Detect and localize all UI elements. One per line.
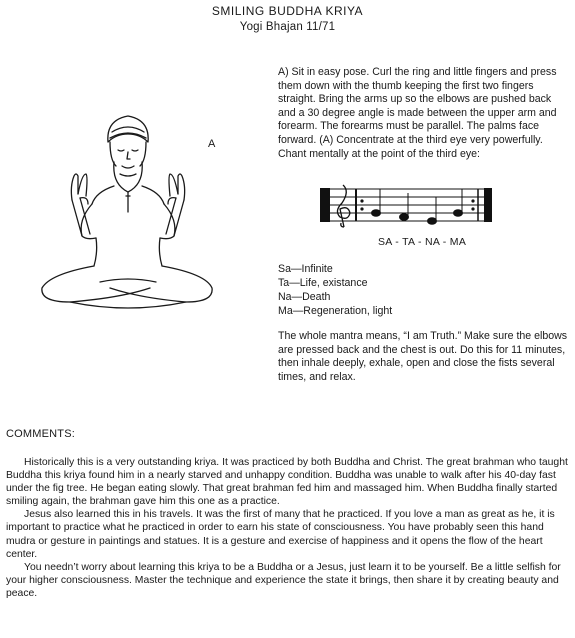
comment-paragraph: Historically this is a very outstanding kriya. It was practiced by both Buddha and Christ. The great brahman who taught Buddha this kriya found him in a nearly starved and unhappy condition. Buddha was unable to walk after his 40-day fast under the fig tree. He began eating slowly. That great brahman fed him and massaged him. When Buddha finally started smiling again, the brahman gave him this one as a practice. bbox=[6, 457, 568, 508]
comments-body bbox=[6, 456, 568, 600]
music-staff-illustration bbox=[318, 183, 494, 233]
meaning-na: Na—Death bbox=[278, 291, 331, 303]
instructions-paragraph: A) Sit in easy pose. Curl the ring and little fingers and press them down with the thumb keeping the first two fingers straight. Bring the arms up so the elbows are pushed back and a 30 degree angle is made between the upper arm and forearm. The forearms must be parallel. The palms face forward. (A) Concentrate at the third eye very powerfully. Chant mentally at the point of the third eye: bbox=[278, 66, 557, 160]
meditating-figure-illustration bbox=[30, 112, 220, 317]
mantra-syllables: SA - TA - NA - MA bbox=[378, 236, 467, 248]
page-title: SMILING BUDDHA KRIYA bbox=[211, 4, 364, 18]
figure-label: A bbox=[208, 138, 216, 150]
mantra-meanings-list bbox=[278, 262, 392, 318]
comments-heading: COMMENTS: bbox=[6, 428, 76, 440]
meaning-ma: Ma—Regeneration, light bbox=[278, 305, 393, 317]
mantra-summary-paragraph: The whole mantra means, “I am Truth.” Make sure the elbows are pressed back and the chest is out. Do this for 11 minutes, then inhale deeply, exhale, open and close the fists several times, and relax. bbox=[278, 330, 568, 383]
comment-paragraph: Jesus also learned this in his travels. It was the first of many that he practiced. If you love a man as great as he, it is important to practice what he practiced in order to earn his state of consciousness. You have probably seen this hand mudra or gesture in paintings and statues. It is a gesture and exercise of happiness and it opens the flow of the heart center. bbox=[6, 509, 555, 560]
page-subtitle: Yogi Bhajan 11/71 bbox=[239, 21, 336, 33]
meaning-ta: Ta—Life, existance bbox=[278, 277, 368, 289]
comment-paragraph: You needn’t worry about learning this kriya to be a Buddha or a Jesus, just learn it to be yourself. Be a little selfish for your higher consciousness. Master the technique and experience the state it brings, then share it by creating beauty and peace. bbox=[6, 561, 561, 599]
meaning-sa: Sa—Infinite bbox=[278, 263, 333, 275]
